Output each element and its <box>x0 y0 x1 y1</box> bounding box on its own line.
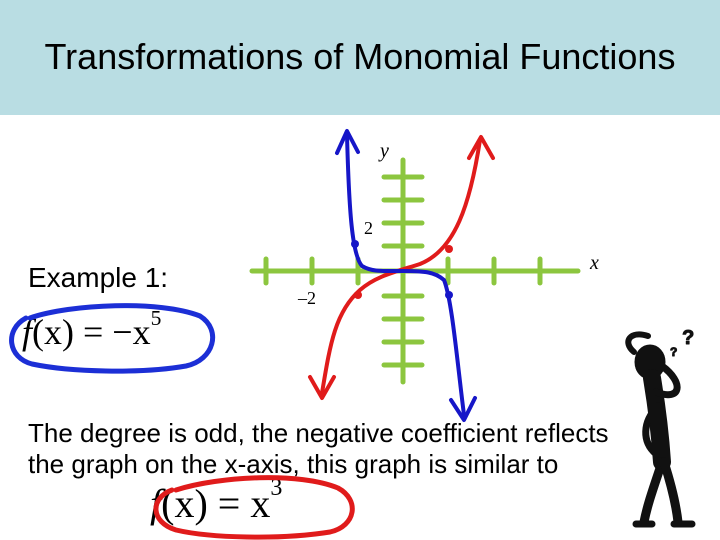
red-highlight-oval <box>156 478 352 537</box>
svg-text:?: ? <box>682 327 695 349</box>
y-tick-label: 2 <box>364 218 373 238</box>
y-axis-label: y <box>380 140 389 162</box>
svg-text:?: ? <box>670 345 678 359</box>
eq2-function-name: f <box>150 481 162 526</box>
thinking-person-clipart <box>612 322 716 532</box>
slide-title: Transformations of Monomial Functions <box>44 36 676 77</box>
x-axis-label: x <box>590 252 599 274</box>
eq1-function-name: f <box>22 312 33 352</box>
eq2-body: (x) = x <box>161 481 271 526</box>
explanation-text: The degree is odd, the negative coefficient reflects the graph on the x-axis, this graph is similar to <box>28 418 609 480</box>
blue-highlight-oval <box>12 306 213 371</box>
example-label: Example 1: <box>28 262 169 293</box>
x-tick-label: –2 <box>298 288 316 308</box>
eq1-body: (x) = −x <box>32 312 151 352</box>
eq1-exponent: 5 <box>150 305 162 330</box>
eq2-exponent: 3 <box>270 475 283 502</box>
